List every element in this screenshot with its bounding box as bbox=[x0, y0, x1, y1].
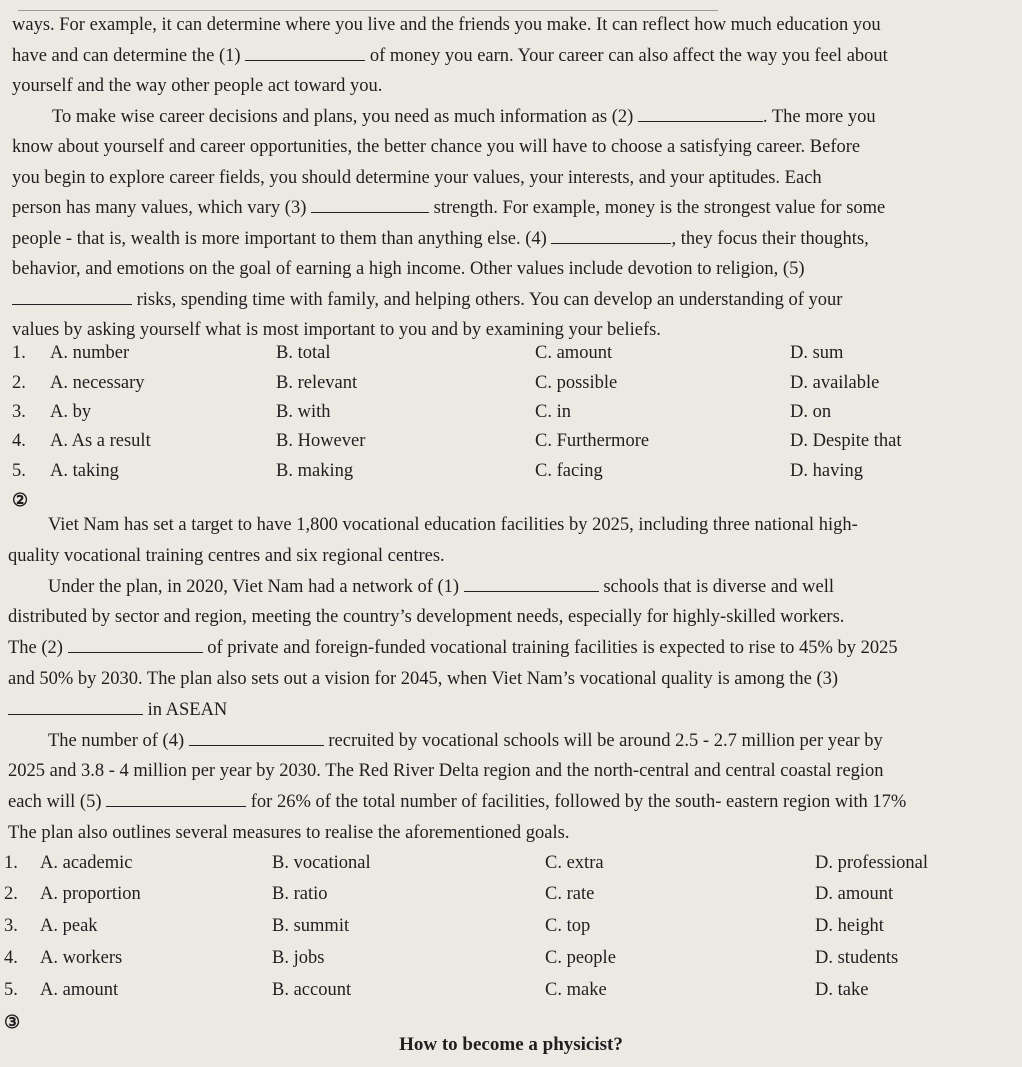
p2-line-10-start: each will (5) bbox=[8, 792, 102, 813]
p1-line-4-end: . The more you bbox=[762, 106, 876, 127]
p1-line-8-end: , they focus their thoughts, bbox=[671, 228, 869, 249]
question-1-4 bbox=[0, 431, 1022, 461]
option-b[interactable]: B. total bbox=[276, 343, 331, 363]
p1-line-3: yourself and the way other people act toward you. bbox=[12, 76, 383, 96]
blank-p1-3[interactable] bbox=[311, 194, 429, 213]
option-b[interactable]: B. jobs bbox=[272, 948, 325, 968]
question-1-1 bbox=[0, 343, 1022, 373]
blank-p2-1[interactable] bbox=[464, 573, 599, 592]
option-c[interactable]: C. people bbox=[545, 948, 616, 968]
question-number: 4. bbox=[12, 431, 26, 451]
blank-p1-1[interactable] bbox=[245, 42, 365, 61]
question-number: 1. bbox=[12, 343, 26, 363]
question-number: 3. bbox=[4, 916, 18, 936]
question-number: 2. bbox=[4, 884, 18, 904]
option-a[interactable]: A. peak bbox=[40, 916, 98, 936]
option-a[interactable]: A. As a result bbox=[50, 431, 151, 451]
option-d[interactable]: D. students bbox=[815, 948, 899, 968]
option-a[interactable]: A. number bbox=[50, 343, 130, 363]
question-number: 2. bbox=[12, 373, 26, 393]
option-d[interactable]: D. amount bbox=[815, 884, 894, 904]
option-a[interactable]: A. academic bbox=[40, 853, 133, 873]
option-d[interactable]: D. take bbox=[815, 980, 869, 1000]
option-b[interactable]: B. summit bbox=[272, 916, 350, 936]
p1-line-2-start: have and can determine the (1) bbox=[12, 45, 241, 66]
option-b[interactable]: B. However bbox=[276, 431, 366, 451]
option-c[interactable]: C. possible bbox=[535, 373, 618, 393]
option-d[interactable]: D. height bbox=[815, 916, 884, 936]
p2-line-11: The plan also outlines several measures to realise the aforementioned goals. bbox=[8, 822, 570, 843]
option-d[interactable]: D. sum bbox=[790, 343, 844, 363]
question-number: 5. bbox=[4, 980, 18, 1000]
p1-line-6: you begin to explore career fields, you should determine your values, your interests, and your aptitudes. Each bbox=[12, 167, 822, 188]
p2-line-1: Viet Nam has set a target to have 1,800 vocational education facilities by 2025, including three national high- bbox=[48, 515, 858, 535]
p1-line-10-end: risks, spending time with family, and helping others. You can develop an understanding of your bbox=[136, 289, 843, 310]
blank-p2-2[interactable] bbox=[68, 634, 203, 653]
question-2-1 bbox=[0, 853, 1022, 883]
p2-line-8-end: recruited by vocational schools will be around 2.5 - 2.7 million per year by bbox=[328, 730, 883, 751]
p1-line-7 bbox=[12, 193, 1012, 224]
p2-line-3-start: Under the plan, in 2020, Viet Nam had a network of (1) bbox=[48, 576, 460, 597]
question-2-2 bbox=[0, 884, 1022, 914]
p1-line-2 bbox=[12, 41, 1012, 72]
option-a[interactable]: A. taking bbox=[50, 461, 119, 481]
question-number: 4. bbox=[4, 948, 18, 968]
option-c[interactable]: C. extra bbox=[545, 853, 604, 873]
p2-line-7 bbox=[8, 695, 1018, 726]
option-d[interactable]: D. professional bbox=[815, 853, 929, 873]
p2-line-7-end: in ASEAN bbox=[147, 699, 228, 720]
question-1-5 bbox=[0, 461, 1022, 491]
section-2-marker: ② bbox=[12, 490, 29, 510]
p1-line-9: behavior, and emotions on the goal of earning a high income. Other values include devotion to religion, (5) bbox=[12, 259, 805, 279]
option-b[interactable]: B. relevant bbox=[276, 373, 358, 393]
p2-line-8 bbox=[8, 726, 1018, 757]
p1-line-2-end: of money you earn. Your career can also affect the way you feel about bbox=[369, 45, 888, 66]
option-a[interactable]: A. workers bbox=[40, 948, 123, 968]
blank-p2-3[interactable] bbox=[8, 696, 143, 715]
passage-1 bbox=[12, 10, 1012, 346]
p2-line-8-start: The number of (4) bbox=[48, 730, 185, 751]
p2-line-5 bbox=[8, 633, 1018, 664]
p1-line-7-end: strength. For example, money is the strongest value for some bbox=[433, 198, 886, 218]
p1-line-5: know about yourself and career opportunities, the better chance you will have to choose a satisfying career. Before bbox=[12, 137, 861, 157]
question-number: 3. bbox=[12, 402, 26, 422]
option-d[interactable]: D. Despite that bbox=[790, 431, 902, 451]
p2-line-10-end: for 26% of the total number of facilities, followed by the south- eastern region with 17% bbox=[250, 792, 907, 813]
option-a[interactable]: A. proportion bbox=[40, 884, 141, 904]
p2-line-9: 2025 and 3.8 - 4 million per year by 2030. The Red River Delta region and the north-central and central coastal region bbox=[8, 761, 884, 782]
option-c[interactable]: C. in bbox=[535, 402, 571, 422]
option-d[interactable]: D. on bbox=[790, 402, 832, 422]
question-number: 5. bbox=[12, 461, 26, 481]
p2-line-3 bbox=[8, 572, 1018, 603]
p2-line-5-start: The (2) bbox=[8, 638, 63, 659]
question-2-5 bbox=[0, 980, 1022, 1010]
p2-line-6: and 50% by 2030. The plan also sets out a vision for 2045, when Viet Nam’s vocational quality is among the (3) bbox=[8, 668, 839, 689]
p2-line-3-end: schools that is diverse and well bbox=[603, 576, 835, 597]
option-a[interactable]: A. by bbox=[50, 402, 92, 422]
option-c[interactable]: C. make bbox=[545, 980, 607, 1000]
p2-line-2: quality vocational training centres and six regional centres. bbox=[8, 545, 445, 566]
option-c[interactable]: C. top bbox=[545, 916, 591, 936]
p1-line-8-start: people - that is, wealth is more important to them than anything else. (4) bbox=[12, 228, 547, 249]
passage-2 bbox=[8, 510, 1018, 849]
blank-p1-2[interactable] bbox=[638, 103, 763, 122]
option-b[interactable]: B. ratio bbox=[272, 884, 328, 904]
p1-line-7-start: person has many values, which vary (3) bbox=[12, 198, 307, 218]
option-b[interactable]: B. vocational bbox=[272, 853, 371, 873]
question-2-4 bbox=[0, 948, 1022, 978]
blank-p2-4[interactable] bbox=[189, 727, 324, 746]
question-1-3 bbox=[0, 402, 1022, 432]
question-1-2 bbox=[0, 373, 1022, 403]
p1-line-4-start: To make wise career decisions and plans, you need as much information as (2) bbox=[52, 106, 634, 127]
blank-p1-5[interactable] bbox=[12, 286, 132, 305]
option-b[interactable]: B. making bbox=[276, 461, 354, 481]
blank-p2-5[interactable] bbox=[106, 788, 246, 807]
question-2-3 bbox=[0, 916, 1022, 946]
section-3-marker: ③ bbox=[4, 1012, 21, 1032]
question-number: 1. bbox=[4, 853, 18, 873]
p1-line-1: ways. For example, it can determine where you live and the friends you make. It can reflect how much education you bbox=[12, 15, 881, 35]
option-a[interactable]: A. necessary bbox=[50, 373, 145, 393]
option-c[interactable]: C. amount bbox=[535, 343, 613, 363]
option-c[interactable]: C. Furthermore bbox=[535, 431, 650, 451]
option-d[interactable]: D. having bbox=[790, 461, 863, 481]
p2-line-5-end: of private and foreign-funded vocational training facilities is expected to rise to 45% by 2025 bbox=[207, 638, 898, 659]
option-c[interactable]: C. rate bbox=[545, 884, 595, 904]
option-a[interactable]: A. amount bbox=[40, 980, 119, 1000]
p1-line-11: values by asking yourself what is most important to you and by examining your beliefs. bbox=[12, 320, 661, 340]
option-b[interactable]: B. account bbox=[272, 980, 352, 1000]
blank-p1-4[interactable] bbox=[551, 225, 671, 244]
p1-line-8 bbox=[12, 224, 1012, 255]
p1-line-10 bbox=[12, 285, 1012, 316]
section-3-heading: How to become a physicist? bbox=[399, 1034, 623, 1055]
option-d[interactable]: D. available bbox=[790, 373, 880, 393]
p2-line-4: distributed by sector and region, meeting the country’s development needs, especially for highly-skilled workers. bbox=[8, 607, 845, 628]
option-b[interactable]: B. with bbox=[276, 402, 331, 422]
p2-line-10 bbox=[8, 787, 1018, 818]
p1-line-4 bbox=[12, 102, 1012, 133]
option-c[interactable]: C. facing bbox=[535, 461, 603, 481]
